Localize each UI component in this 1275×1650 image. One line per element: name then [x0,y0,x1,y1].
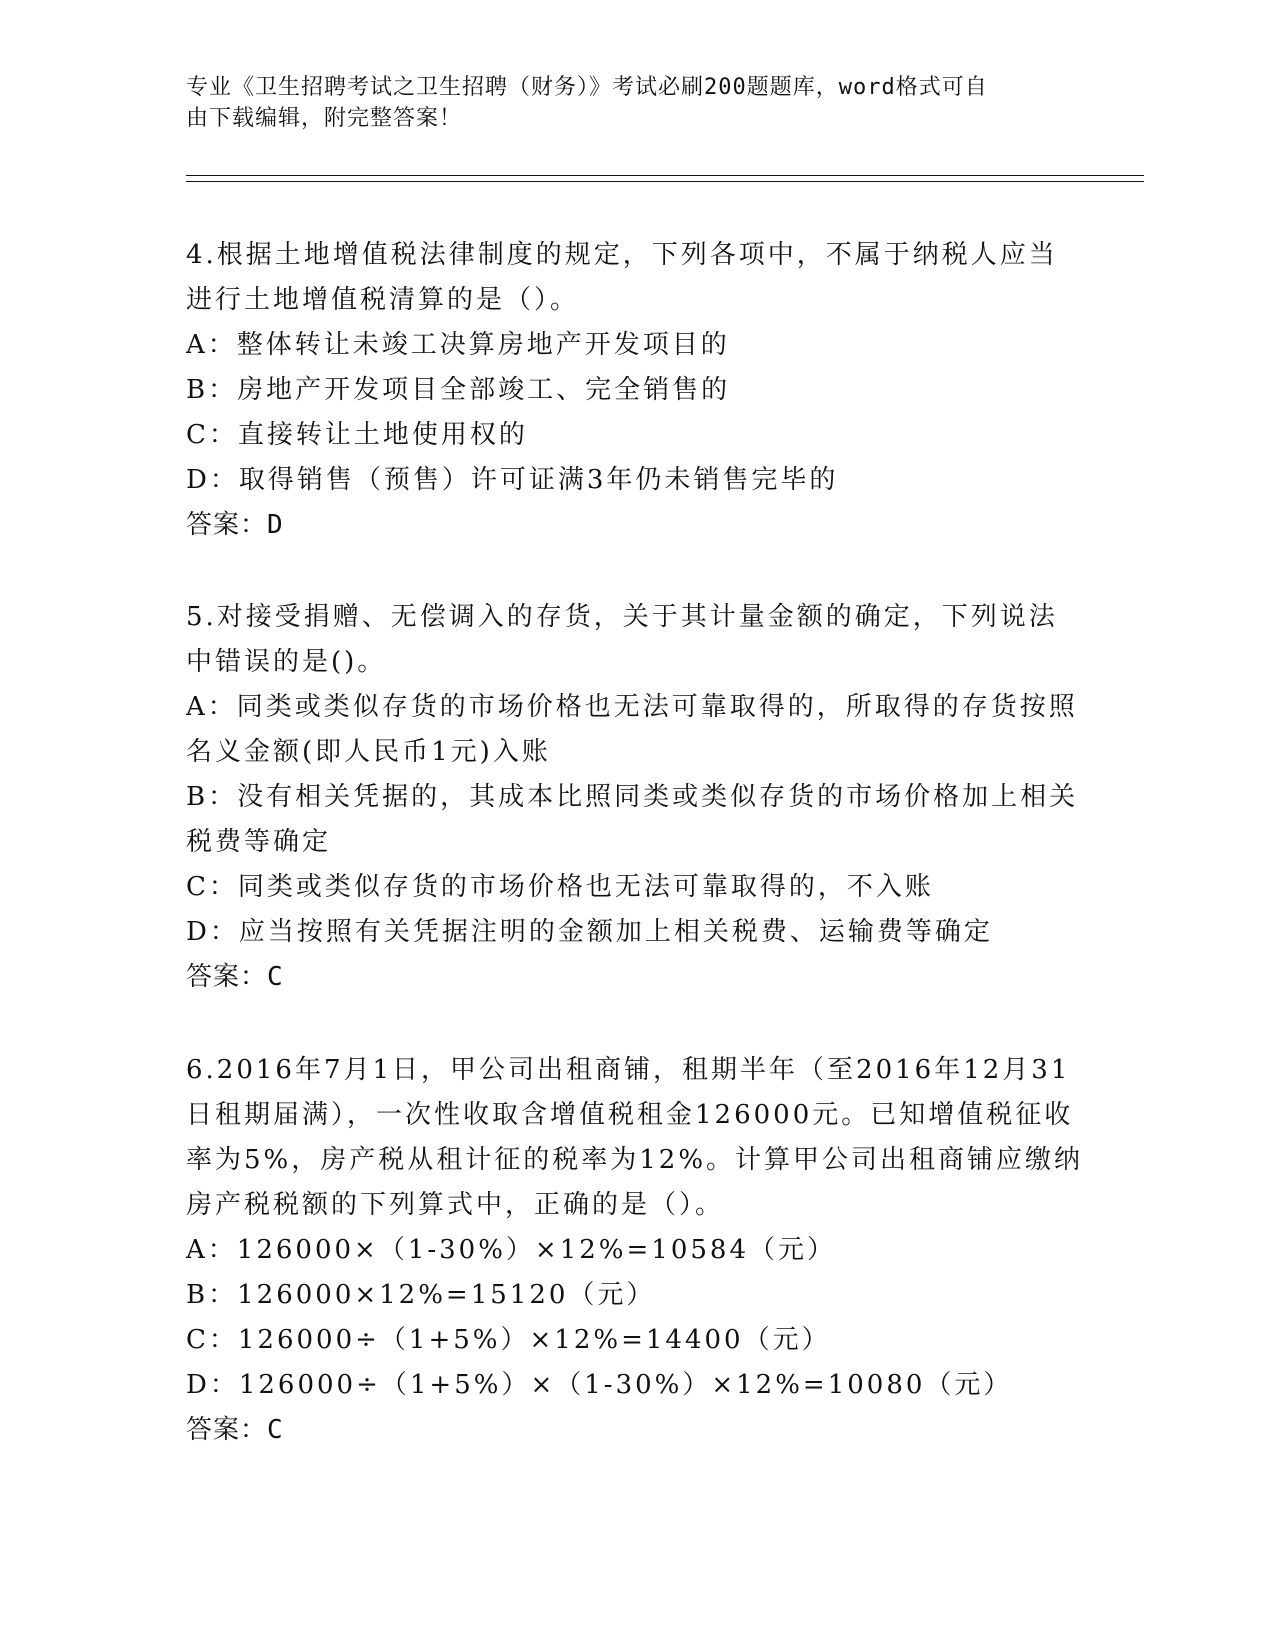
document-header [186,72,1066,134]
question-4 [186,233,1086,548]
question-stem-line: 率为5%，房产税从租计征的税率为12%。计算甲公司出租商铺应缴纳 [186,1145,1084,1175]
option-a: A：同类或类似存货的市场价格也无法可靠取得的，所取得的存货按照 [186,692,1078,722]
header-line-1: 专业《卫生招聘考试之卫生招聘（财务）》考试必刷200题题库，word格式可自 [186,75,988,100]
option-c: C：直接转让土地使用权的 [186,420,528,450]
option-c: C：126000÷（1+5%）×12%=14400（元） [186,1325,831,1355]
option-d: D：取得销售（预售）许可证满3年仍未销售完毕的 [186,465,839,495]
option-b-continued: 税费等确定 [186,827,332,857]
question-stem-line: 进行土地增值税清算的是（）。 [186,285,580,315]
option-b: B：126000×12%=15120（元） [186,1280,656,1310]
question-5 [186,595,1086,1000]
question-stem-line: 房产税税额的下列算式中，正确的是（）。 [186,1190,725,1220]
option-a: A：126000×（1-30%）×12%=10584（元） [186,1235,836,1265]
answer-line: 答案：C [186,962,284,992]
answer-line: 答案：C [186,1415,284,1445]
option-d: D：126000÷（1+5%）×（1-30%）×12%=10080（元） [186,1370,1013,1400]
question-stem-line: 中错误的是()。 [186,647,387,677]
question-stem-line: 6.2016年7月1日，甲公司出租商铺，租期半年（至2016年12月31 [186,1055,1071,1085]
question-6 [186,1048,1086,1453]
header-divider-top [186,175,1144,176]
question-stem-line: 4.根据土地增值税法律制度的规定，下列各项中，不属于纳税人应当 [186,240,1058,270]
option-a: A：整体转让未竣工决算房地产开发项目的 [186,330,730,360]
option-c: C：同类或类似存货的市场价格也无法可靠取得的，不入账 [186,872,934,902]
option-d: D：应当按照有关凭据注明的金额加上相关税费、运输费等确定 [186,917,993,947]
question-stem-line: 日租期届满），一次性收取含增值税租金126000元。已知增值税征收 [186,1100,1074,1130]
answer-line: 答案：D [186,510,284,540]
option-a-continued: 名义金额(即人民币1元)入账 [186,737,551,767]
header-divider-bottom [186,181,1144,182]
question-stem-line: 5.对接受捐赠、无偿调入的存货，关于其计量金额的确定，下列说法 [186,602,1058,632]
header-line-2: 由下载编辑，附完整答案！ [186,106,463,131]
option-b: B：没有相关凭据的，其成本比照同类或类似存货的市场价格加上相关 [186,782,1079,812]
option-b: B：房地产开发项目全部竣工、完全销售的 [186,375,731,405]
